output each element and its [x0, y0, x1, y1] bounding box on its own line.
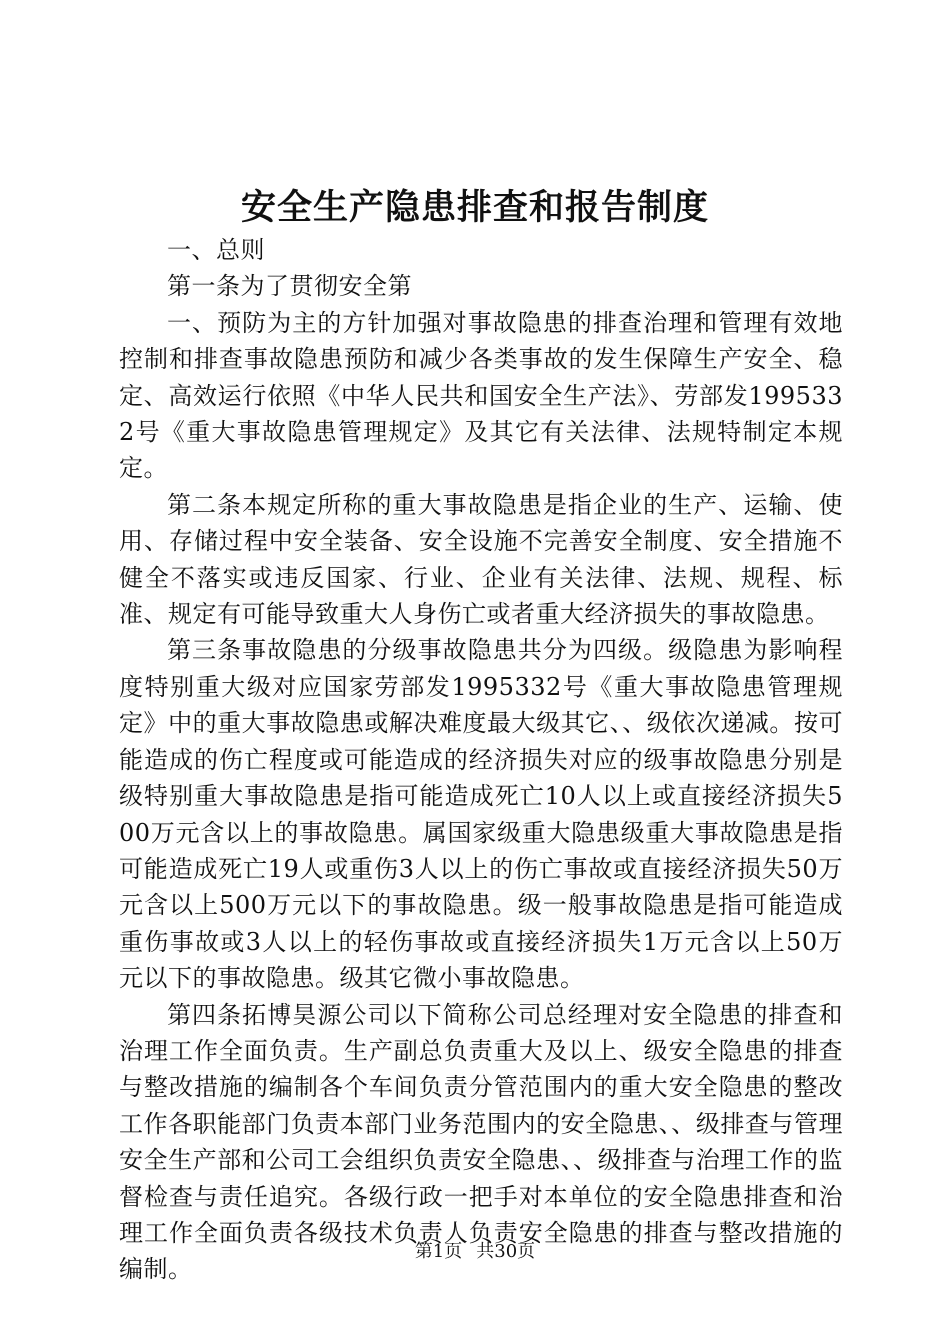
- section-heading: 一、总则: [167, 236, 265, 264]
- paragraph: 第四条拓博昊源公司以下简称公司总经理对安全隐患的排查和治理工作全面负责。生产副总负责重大及以上、级安全隐患的排查与整改措施的编制各个车间负责分管范围内的重大安全隐患的整改工作各职能部门负责本部门业务范围内的安全隐患、、级排查与管理安全生产部和公司工会组织负责安全隐患、、级排查与治理工作的监督检查与责任追究。各级行政一把手对本单位的安全隐患排查和治理工作全面负责各级技术负责人负责安全隐患的排查与整改措施的编制。: [119, 1000, 843, 1284]
- paragraph: 第一条为了贯彻安全第: [167, 272, 412, 301]
- document-title: 安全生产隐患排查和报告制度: [240, 187, 709, 228]
- page-total: 共30页: [476, 1241, 536, 1262]
- paragraph: 第三条事故隐患的分级事故隐患共分为四级。级隐患为影响程度特别重大级对应国家劳部发1995332号《重大事故隐患管理规定》中的重大事故隐患或解决难度最大级其它、、级依次递减。按可能造成的伤亡程度或可能造成的经济损失对应的级事故隐患分别是级特别重大事故隐患是指可能造成死亡10人以上或直接经济损失500万元含以上的事故隐患。属国家级重大隐患级重大事故隐患是指可能造成死亡19人或重伤3人以上的伤亡事故或直接经济损失50万元含以上500万元以下的事故隐患。级一般事故隐患是指可能造成重伤事故或3人以上的轻伤事故或直接经济损失1万元含以上50万元以下的事故隐患。级其它微小事故隐患。: [119, 636, 843, 993]
- document-body: [119, 232, 843, 1288]
- page-footer: [0, 1240, 950, 1264]
- paragraph: 一、预防为主的方针加强对事故隐患的排查治理和管理有效地控制和排查事故隐患预防和减少各类事故的发生保障生产安全、稳定、高效运行依照《中华人民共和国安全生产法》、劳部发1995332号《重大事故隐患管理规定》及其它有关法律、法规特制定本规定。: [119, 308, 843, 483]
- paragraph: 第二条本规定所称的重大事故隐患是指企业的生产、运输、使用、存储过程中安全装备、安全设施不完善安全制度、安全措施不健全不落实或违反国家、行业、企业有关法律、法规、规程、标准、规定有可能导致重大人身伤亡或者重大经济损失的事故隐患。: [119, 490, 843, 629]
- page-number: 第1页: [414, 1241, 463, 1262]
